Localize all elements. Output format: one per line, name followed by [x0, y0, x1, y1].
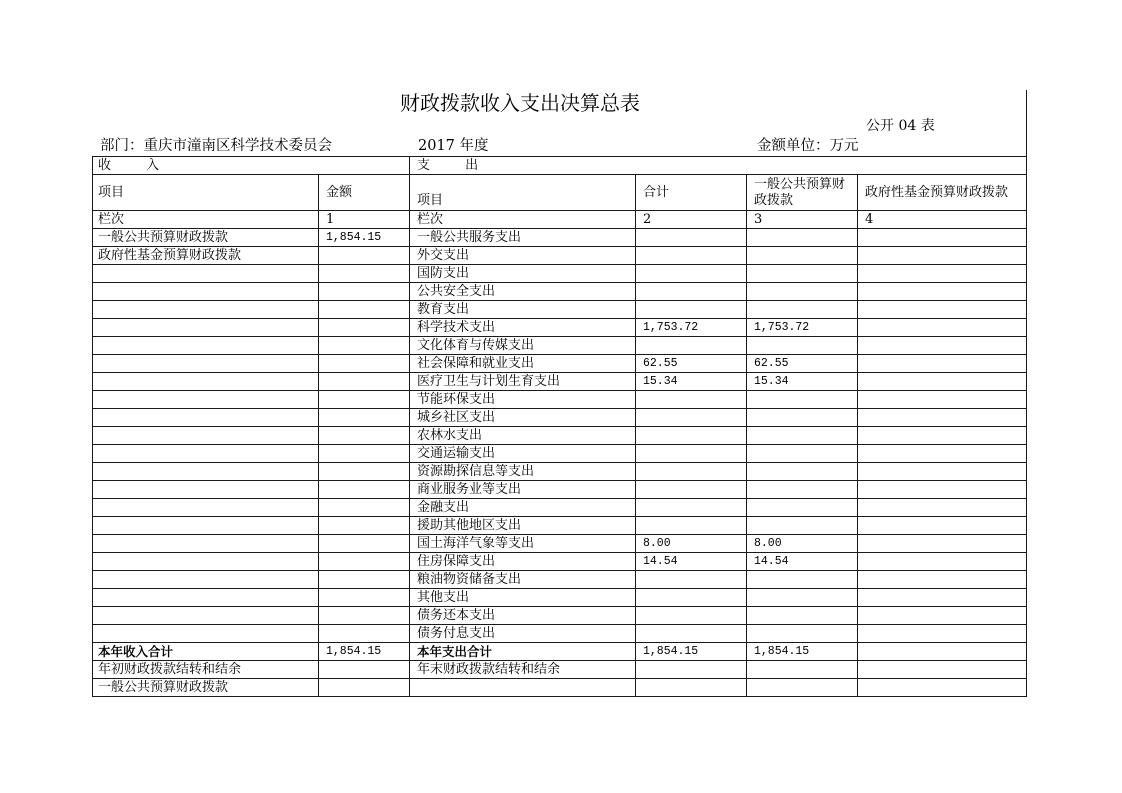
general-budget-cell	[747, 283, 857, 300]
income-item-cell: 年初财政拨款结转和结余	[93, 661, 318, 678]
fund-budget-cell	[858, 553, 1026, 570]
expense-total-cell	[636, 337, 746, 354]
income-index-label: 栏次	[93, 211, 318, 228]
general-budget-header	[747, 175, 857, 210]
general-budget-cell	[747, 463, 857, 480]
expense-total-cell	[636, 265, 746, 282]
expense-total-cell	[636, 391, 746, 408]
expense-total-cell: 8.00	[636, 535, 746, 552]
general-budget-cell	[747, 337, 857, 354]
income-item-cell	[93, 337, 318, 354]
fund-budget-cell	[858, 247, 1026, 264]
expense-total-cell	[636, 445, 746, 462]
income-amount-cell	[319, 499, 409, 516]
general-budget-cell	[747, 661, 857, 678]
general-budget-cell	[747, 247, 857, 264]
income-item-cell: 政府性基金预算财政拨款	[93, 247, 318, 264]
expense-item-cell: 科学技术支出	[410, 319, 635, 336]
expense-item-cell: 债务付息支出	[410, 625, 635, 642]
fund-budget-cell	[858, 607, 1026, 624]
income-item-header: 项目	[93, 175, 318, 210]
expense-total-index: 2	[636, 211, 746, 228]
income-amount-cell	[319, 553, 409, 570]
expense-item-cell: 公共安全支出	[410, 283, 635, 300]
income-amount-cell	[319, 517, 409, 534]
fund-budget-cell	[858, 625, 1026, 642]
general-budget-index: 3	[747, 211, 857, 228]
general-budget-cell	[747, 445, 857, 462]
general-budget-cell	[747, 589, 857, 606]
income-item-cell	[93, 283, 318, 300]
expense-total-cell	[636, 517, 746, 534]
expense-item-cell: 援助其他地区支出	[410, 517, 635, 534]
expense-item-cell: 粮油物资储备支出	[410, 571, 635, 588]
general-budget-cell: 62.55	[747, 355, 857, 372]
expense-total-cell	[636, 463, 746, 480]
fund-budget-cell	[858, 337, 1026, 354]
fund-budget-cell	[858, 463, 1026, 480]
income-amount-cell	[319, 337, 409, 354]
income-item-cell	[93, 571, 318, 588]
income-amount-cell	[319, 661, 409, 678]
income-amount-cell	[319, 463, 409, 480]
income-item-cell	[93, 445, 318, 462]
general-budget-cell	[747, 481, 857, 498]
expense-item-cell: 文化体育与传媒支出	[410, 337, 635, 354]
expense-item-cell: 交通运输支出	[410, 445, 635, 462]
expense-total-cell	[636, 283, 746, 300]
expense-item-cell: 国防支出	[410, 265, 635, 282]
expense-total-cell	[636, 589, 746, 606]
general-budget-cell	[747, 517, 857, 534]
general-budget-cell	[747, 607, 857, 624]
income-amount-cell	[319, 355, 409, 372]
income-amount-index: 1	[319, 211, 409, 228]
fund-budget-cell	[858, 319, 1026, 336]
expense-item-cell: 医疗卫生与计划生育支出	[410, 373, 635, 390]
income-item-cell	[93, 499, 318, 516]
expense-item-cell: 商业服务业等支出	[410, 481, 635, 498]
expense-item-cell: 资源勘探信息等支出	[410, 463, 635, 480]
expenditure-section-header: 支 出	[410, 157, 1026, 174]
general-budget-cell	[747, 265, 857, 282]
expense-total-cell	[636, 301, 746, 318]
amount-unit-label: 金额单位：万元	[757, 138, 859, 154]
income-item-cell	[93, 319, 318, 336]
expense-total-cell	[636, 499, 746, 516]
income-item-cell	[93, 625, 318, 642]
expense-total-cell	[636, 571, 746, 588]
expense-total-cell: 14.54	[636, 553, 746, 570]
income-amount-cell	[319, 445, 409, 462]
income-item-cell	[93, 373, 318, 390]
expense-item-cell	[410, 679, 635, 696]
income-item-cell	[93, 607, 318, 624]
expense-total-cell: 1,753.72	[636, 319, 746, 336]
fund-budget-cell	[858, 355, 1026, 372]
fund-budget-cell	[858, 265, 1026, 282]
expense-item-cell: 社会保障和就业支出	[410, 355, 635, 372]
income-item-cell: 一般公共预算财政拨款	[93, 679, 318, 696]
income-item-cell	[93, 409, 318, 426]
fund-budget-header: 政府性基金预算财政拨款	[858, 175, 1026, 210]
income-amount-cell	[319, 319, 409, 336]
form-code: 公开 04 表	[866, 118, 935, 134]
general-budget-cell: 15.34	[747, 373, 857, 390]
general-budget-cell	[747, 229, 857, 246]
income-amount-cell	[319, 283, 409, 300]
expense-total-cell	[636, 607, 746, 624]
fund-budget-cell	[858, 589, 1026, 606]
expense-total-cell: 62.55	[636, 355, 746, 372]
expense-total-cell	[636, 427, 746, 444]
income-amount-cell	[319, 535, 409, 552]
expense-item-cell: 城乡社区支出	[410, 409, 635, 426]
expense-item-cell: 其他支出	[410, 589, 635, 606]
fiscal-year-label: 2017 年度	[418, 138, 489, 154]
fund-budget-cell	[858, 427, 1026, 444]
income-amount-cell: 1,854.15	[319, 229, 409, 246]
expense-total-cell: 15.34	[636, 373, 746, 390]
expense-total-header: 合计	[636, 175, 746, 210]
fund-budget-index: 4	[858, 211, 1026, 228]
income-amount-cell	[319, 607, 409, 624]
income-amount-cell	[319, 571, 409, 588]
income-section-header: 收 入	[93, 157, 409, 174]
general-budget-cell: 1,753.72	[747, 319, 857, 336]
general-budget-cell	[747, 679, 857, 696]
income-amount-cell	[319, 481, 409, 498]
fund-budget-cell	[858, 499, 1026, 516]
fund-budget-cell	[858, 517, 1026, 534]
general-budget-cell: 8.00	[747, 535, 857, 552]
income-amount-cell	[319, 265, 409, 282]
expense-total-cell	[636, 409, 746, 426]
expense-item-cell: 本年支出合计	[410, 643, 635, 660]
document-title: 财政拨款收入支出决算总表	[400, 91, 640, 115]
expense-item-cell: 债务还本支出	[410, 607, 635, 624]
fund-budget-cell	[858, 481, 1026, 498]
income-item-cell	[93, 427, 318, 444]
fund-budget-cell	[858, 571, 1026, 588]
fund-budget-cell	[858, 643, 1026, 660]
income-amount-cell	[319, 679, 409, 696]
income-item-cell	[93, 589, 318, 606]
general-budget-cell: 1,854.15	[747, 643, 857, 660]
income-amount-cell	[319, 247, 409, 264]
income-amount-cell	[319, 427, 409, 444]
expense-item-cell: 住房保障支出	[410, 553, 635, 570]
fund-budget-cell	[858, 409, 1026, 426]
income-amount-header: 金额	[319, 175, 409, 210]
income-item-cell	[93, 265, 318, 282]
general-budget-cell	[747, 391, 857, 408]
expense-total-cell	[636, 229, 746, 246]
general-budget-cell	[747, 409, 857, 426]
income-item-cell	[93, 355, 318, 372]
expense-index-label: 栏次	[410, 211, 635, 228]
right-border-line	[1026, 90, 1027, 157]
income-item-cell	[93, 553, 318, 570]
income-item-cell	[93, 301, 318, 318]
income-item-cell	[93, 463, 318, 480]
fund-budget-cell	[858, 679, 1026, 696]
general-budget-cell	[747, 301, 857, 318]
general-budget-cell	[747, 427, 857, 444]
fund-budget-cell	[858, 391, 1026, 408]
expense-total-cell	[636, 625, 746, 642]
income-item-cell	[93, 535, 318, 552]
expense-item-cell: 年末财政拨款结转和结余	[410, 661, 635, 678]
general-budget-cell	[747, 499, 857, 516]
expense-item-cell: 金融支出	[410, 499, 635, 516]
general-budget-header-text: 一般公共预算财政拨款	[754, 176, 846, 208]
expense-total-cell	[636, 481, 746, 498]
expense-total-cell	[636, 247, 746, 264]
expense-item-cell: 一般公共服务支出	[410, 229, 635, 246]
fund-budget-cell	[858, 301, 1026, 318]
income-amount-cell	[319, 589, 409, 606]
fund-budget-cell	[858, 373, 1026, 390]
fund-budget-cell	[858, 535, 1026, 552]
expense-item-header: 项目	[410, 175, 635, 210]
fund-budget-cell	[858, 445, 1026, 462]
fund-budget-cell	[858, 661, 1026, 678]
income-amount-cell	[319, 373, 409, 390]
budget-summary-table	[92, 156, 1027, 697]
income-amount-cell	[319, 301, 409, 318]
income-amount-cell	[319, 409, 409, 426]
income-item-cell: 一般公共预算财政拨款	[93, 229, 318, 246]
expense-total-cell	[636, 679, 746, 696]
department-label: 部门：重庆市潼南区科学技术委员会	[100, 138, 332, 154]
expense-item-cell: 外交支出	[410, 247, 635, 264]
income-amount-cell	[319, 391, 409, 408]
income-item-cell	[93, 391, 318, 408]
income-amount-cell: 1,854.15	[319, 643, 409, 660]
fund-budget-cell	[858, 229, 1026, 246]
general-budget-cell	[747, 571, 857, 588]
expense-item-cell: 农林水支出	[410, 427, 635, 444]
income-item-cell	[93, 517, 318, 534]
fund-budget-cell	[858, 283, 1026, 300]
general-budget-cell: 14.54	[747, 553, 857, 570]
expense-total-cell: 1,854.15	[636, 643, 746, 660]
general-budget-cell	[747, 625, 857, 642]
expense-item-cell: 教育支出	[410, 301, 635, 318]
expense-total-cell	[636, 661, 746, 678]
income-amount-cell	[319, 625, 409, 642]
expense-item-cell: 节能环保支出	[410, 391, 635, 408]
expense-item-cell: 国土海洋气象等支出	[410, 535, 635, 552]
income-item-cell	[93, 481, 318, 498]
income-item-cell: 本年收入合计	[93, 643, 318, 660]
